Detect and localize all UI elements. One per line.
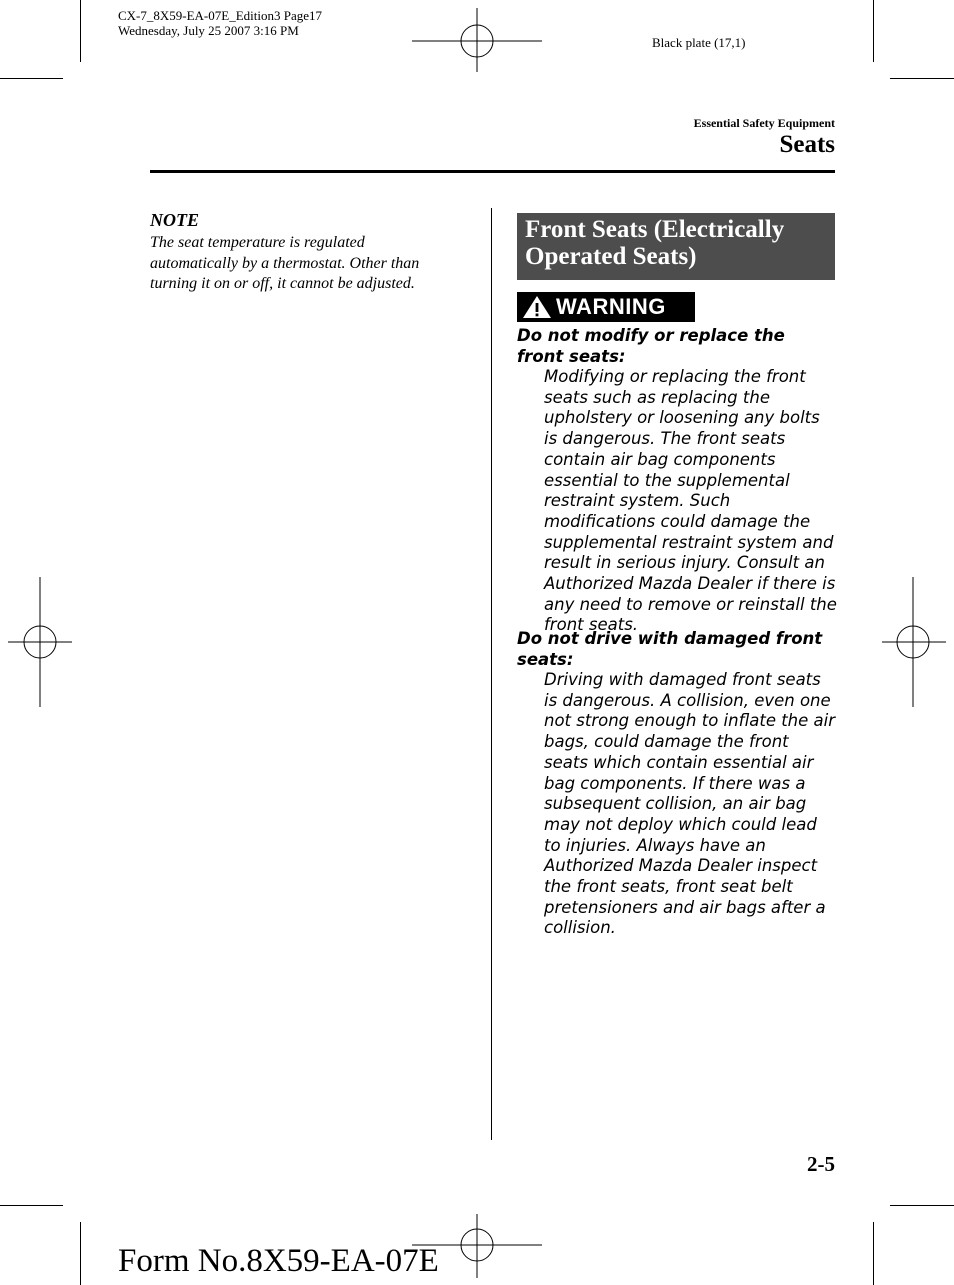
- section-label: Essential Safety Equipment: [693, 116, 835, 130]
- warning-badge: [517, 292, 695, 322]
- warning-item: [517, 325, 837, 636]
- registration-mark-icon: [412, 8, 542, 72]
- section-heading: [517, 213, 835, 280]
- registration-mark-icon: [8, 577, 72, 707]
- warning-item-text: Driving with damaged front seats is dangerous. A collision, even one not strong enough to inflate the air bags, could damage the front seats which contain essential air bag components. If there was a subsequent collision, an air bag may not deploy which could lead to injuries. Always have an Authorized Mazda Dealer inspect the front seats, front seat belt pretensioners and air bags after a collision.: [544, 670, 836, 938]
- crop-mark: [0, 78, 63, 79]
- warning-item: [517, 628, 837, 939]
- crop-mark: [80, 0, 81, 62]
- section-heading-line2: Operated Seats): [525, 243, 697, 270]
- plate-label: Black plate (17,1): [652, 35, 746, 50]
- column-divider: [491, 208, 492, 1140]
- form-number: Form No.8X59-EA-07E: [118, 1243, 439, 1279]
- note-text: The seat temperature is regulated automatically by a thermostat. Other than turning it on or off, it cannot be adjusted.: [150, 234, 420, 292]
- registration-mark-icon: [882, 577, 946, 707]
- print-file-line: CX-7_8X59-EA-07E_Edition3 Page17: [118, 8, 323, 23]
- note-heading: NOTE: [150, 210, 199, 230]
- header-rule: [150, 170, 835, 173]
- warning-triangle-icon: [522, 295, 552, 319]
- print-date-line: Wednesday, July 25 2007 3:16 PM: [118, 23, 299, 38]
- crop-mark: [890, 1205, 954, 1206]
- warning-item-heading: Do not modify or replace the front seats:: [517, 326, 785, 366]
- crop-mark: [873, 0, 874, 62]
- page-title: Seats: [779, 131, 835, 158]
- warning-item-text: Modifying or replacing the front seats such as replacing the upholstery or loosening any bolts is dangerous. The front seats contain air bag components essential to the supplemental restraint system. Such modifications could damage the supplemental restraint system and result in serious injury. Consult an Authorized Mazda Dealer if there is any need to remove or reinstall the front seats.: [544, 367, 837, 635]
- note: [150, 210, 450, 295]
- crop-mark: [0, 1205, 63, 1206]
- warning-label: WARNING: [556, 294, 666, 319]
- crop-mark: [80, 1222, 81, 1285]
- section-heading-line1: Front Seats (Electrically: [525, 216, 785, 243]
- warning-item-heading: Do not drive with damaged front seats:: [517, 629, 823, 669]
- crop-mark: [890, 78, 954, 79]
- page-number: 2-5: [807, 1152, 835, 1176]
- crop-mark: [873, 1222, 874, 1285]
